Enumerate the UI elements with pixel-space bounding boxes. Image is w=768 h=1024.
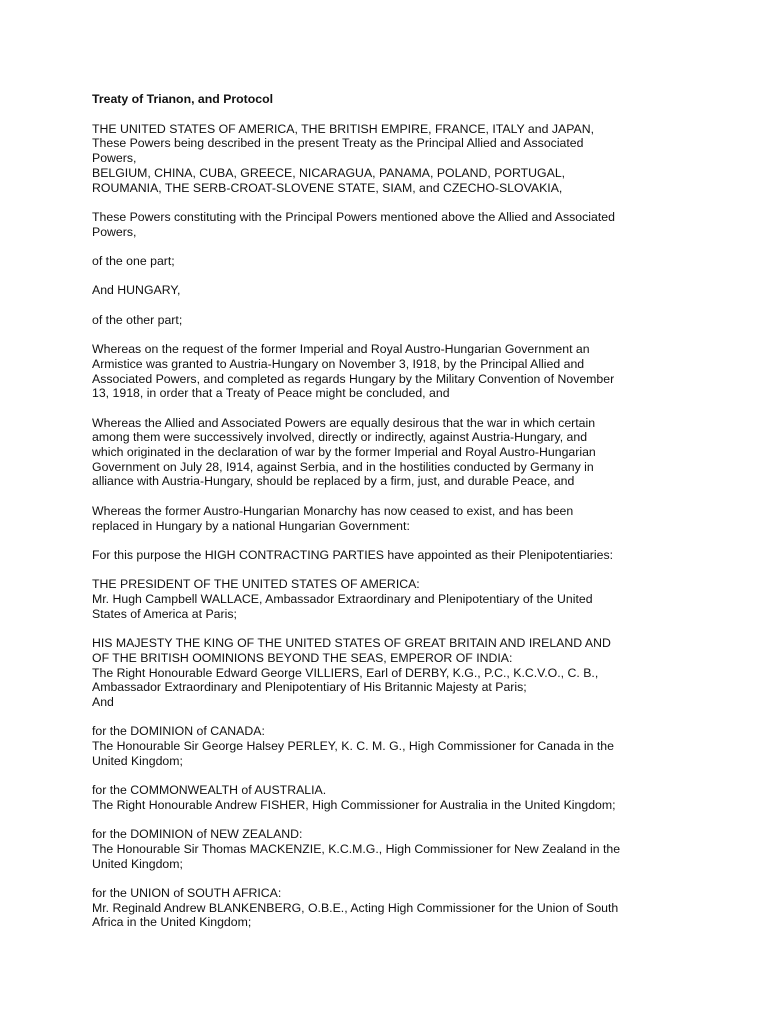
paragraph xyxy=(92,122,682,196)
text-line: The Honourable Sir Thomas MACKENZIE, K.C.M.G., High Commissioner for New Zealand in the xyxy=(92,841,621,856)
paragraph xyxy=(92,416,682,490)
paragraph xyxy=(92,504,682,533)
text-line: States of America at Paris; xyxy=(92,606,237,621)
text-line: THE PRESIDENT OF THE UNITED STATES OF AMERICA: xyxy=(92,577,420,592)
text-line: ROUMANIA, THE SERB-CROAT-SLOVENE STATE, SIAM, and CZECHO-SLOVAKIA, xyxy=(92,180,563,195)
text-line: of the other part; xyxy=(92,312,183,327)
paragraph xyxy=(92,210,682,239)
text-line: BELGIUM, CHINA, CUBA, GREECE, NICARAGUA, PANAMA, POLAND, PORTUGAL, xyxy=(92,165,566,180)
paragraph xyxy=(92,636,682,710)
text-line: for the DOMINION of NEW ZEALAND: xyxy=(92,827,303,842)
text-line: For this purpose the HIGH CONTRACTING PARTIES have appointed as their Plenipotentiaries: xyxy=(92,547,614,562)
text-line: The Right Honourable Edward George VILLIERS, Earl of DERBY, K.G., P.C., K.C.V.O., C. B., xyxy=(92,665,599,680)
text-line: The Right Honourable Andrew FISHER, High Commissioner for Australia in the United Kingdom; xyxy=(92,797,616,812)
text-line: And HUNGARY, xyxy=(92,283,181,298)
text-line: 13, 1918, in order that a Treaty of Peace might be concluded, and xyxy=(92,386,450,401)
text-line: Whereas the former Austro-Hungarian Monarchy has now ceased to exist, and has been xyxy=(92,503,574,518)
paragraph xyxy=(92,283,682,298)
paragraph xyxy=(92,577,682,621)
text-line: for the UNION of SOUTH AFRICA: xyxy=(92,886,282,901)
text-line: Powers, xyxy=(92,151,137,166)
document-page xyxy=(92,92,682,945)
text-line: United Kingdom; xyxy=(92,753,183,768)
text-line: Africa in the United Kingdom; xyxy=(92,915,252,930)
paragraph xyxy=(92,313,682,328)
text-line: And xyxy=(92,694,114,709)
text-line: of the one part; xyxy=(92,254,175,268)
text-line: Mr. Hugh Campbell WALLACE, Ambassador Extraordinary and Plenipotentiary of the United xyxy=(92,592,593,607)
paragraph xyxy=(92,783,682,812)
paragraph xyxy=(92,342,682,401)
text-line: The Honourable Sir George Halsey PERLEY, K. C. M. G., High Commissioner for Canada in the xyxy=(92,739,614,754)
text-line: for the COMMONWEALTH of AUSTRALIA. xyxy=(92,783,327,798)
paragraph xyxy=(92,886,682,930)
text-line: among them were successively involved, directly or indirectly, against Austria-Hungary, and xyxy=(92,430,588,445)
text-line: HIS MAJESTY THE KING OF THE UNITED STATES OF GREAT BRITAIN AND IRELAND AND xyxy=(92,636,611,651)
text-line: Whereas on the request of the former Imperial and Royal Austro-Hungarian Government an xyxy=(92,342,590,357)
paragraph xyxy=(92,254,682,269)
document-title: Treaty of Trianon, and Protocol xyxy=(92,92,274,106)
paragraph xyxy=(92,827,682,871)
text-line: THE UNITED STATES OF AMERICA, THE BRITISH EMPIRE, FRANCE, ITALY and JAPAN, xyxy=(92,121,594,136)
text-line: These Powers being described in the present Treaty as the Principal Allied and Associated xyxy=(92,136,584,151)
document-body xyxy=(92,122,682,930)
text-line: Ambassador Extraordinary and Plenipotentiary of His Britannic Majesty at Paris; xyxy=(92,680,527,695)
text-line: Mr. Reginald Andrew BLANKENBERG, O.B.E., Acting High Commissioner for the Union of South xyxy=(92,900,619,915)
text-line: OF THE BRITISH OOMINIONS BEYOND THE SEAS, EMPEROR OF INDIA: xyxy=(92,650,513,665)
text-line: Government on July 28, I914, against Serbia, and in the hostilities conducted by Germany in xyxy=(92,459,594,474)
text-line: United Kingdom; xyxy=(92,856,183,871)
text-line: alliance with Austria-Hungary, should be replaced by a firm, just, and durable Peace, and xyxy=(92,474,575,489)
text-line: Armistice was granted to Austria-Hungary on November 3, I918, by the Principal Allied and xyxy=(92,356,585,371)
text-line: Associated Powers, and completed as regards Hungary by the Military Convention of November xyxy=(92,371,615,386)
text-line: replaced in Hungary by a national Hungarian Government: xyxy=(92,518,410,533)
text-line: Powers, xyxy=(92,224,137,239)
text-line: These Powers constituting with the Principal Powers mentioned above the Allied and Associated xyxy=(92,209,615,224)
paragraph xyxy=(92,724,682,768)
text-line: Whereas the Allied and Associated Powers are equally desirous that the war in which certain xyxy=(92,415,596,430)
text-line: which originated in the declaration of war by the former Imperial and Royal Austro-Hungarian xyxy=(92,445,596,460)
paragraph xyxy=(92,548,682,563)
text-line: for the DOMINION of CANADA: xyxy=(92,724,265,739)
